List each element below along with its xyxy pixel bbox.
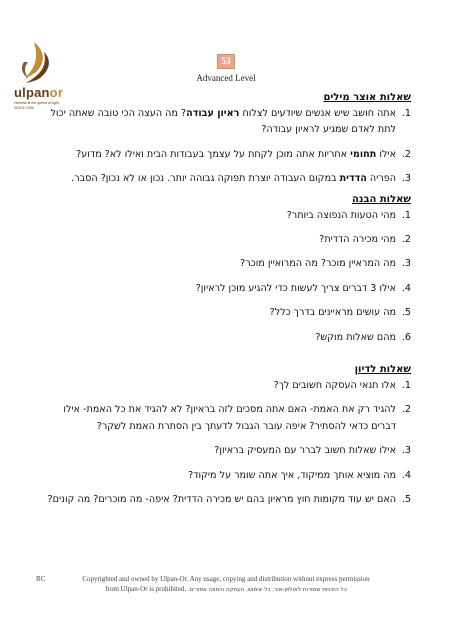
- question-text: מהם שאלות מוקש?: [315, 331, 396, 343]
- question-item: 2. להגיד רק את האמת- האם אתה מסכים לזה בראיון? לא להגיד את כל האמת- אילו דברים כדאי להסתיר? איפה עובר הגבול לדעתך בין הסתרת האמת לשקר?: [46, 402, 411, 435]
- question-text: להגיד רק את האמת- האם אתה מסכים לזה בראיון? לא להגיד את כל האמת- אילו דברים כדאי להסתיר? איפה עובר הגבול לדעתך בין הסתרת האמת לשקר?: [63, 404, 396, 432]
- question-text: אילו 3 דברים צריך לעשות כדי להגיע מוכן לראיון?: [195, 282, 396, 294]
- question-item: 6. מהם שאלות מוקש?: [46, 330, 411, 346]
- vocabulary-questions-section: [46, 90, 411, 188]
- question-item: 4. מה מוציא אותך ממיקוד, איך אתה שומר על מיקוד?: [46, 468, 411, 484]
- question-item: 1. מהי הטעות הנפוצה ביותר?: [46, 208, 411, 224]
- footer-rc-mark: RC: [36, 575, 46, 583]
- question-text: מה מוציא אותך ממיקוד, איך אתה שומר על מיקוד?: [188, 469, 396, 481]
- section-title: שאלות הבנה: [351, 193, 411, 205]
- worksheet-content: [46, 90, 411, 513]
- section-title: שאלות אוצר מילים: [323, 92, 411, 103]
- question-item: 5. האם יש עוד מקומות חוץ מראיון בהם יש מכירה הדדית? איפה- מה מוכרים? מה קונים?: [46, 492, 411, 508]
- question-item: 3. הפריה הדדית במקום העבודה יוצרת תפוקה גבוהה יותר. נכון או לא נכון? הסבר.: [46, 171, 411, 187]
- question-item: 5. מה עושים מראיינים בדרך כלל?: [46, 305, 411, 321]
- question-text: מה עושים מראיינים בדרך כלל?: [269, 307, 396, 319]
- discussion-questions-section: [46, 362, 411, 508]
- question-text: אלו תנאי העסקה חשובים לך?: [273, 380, 396, 392]
- level-label: Advanced Level: [196, 73, 256, 83]
- logo-wordmark: ulpanor: [14, 85, 64, 100]
- question-text: אילו שאלות חשוב לברר עם המעסיק בראיון?: [214, 445, 396, 457]
- question-text: האם יש עוד מקומות חוץ מראיון בהם יש מכירה הדדית? איפה- מה מוכרים? מה קונים?: [47, 494, 396, 506]
- question-item: 3. מה המראיין מוכר? מה המרואיין מוכר?: [46, 256, 411, 272]
- question-text: מהי הטעות הנפוצה ביותר?: [286, 209, 396, 221]
- question-item: 2. מהי מכירה הדדית?: [46, 232, 411, 248]
- section-title: שאלות לדיון: [354, 364, 411, 376]
- footer-line-1: Copyrighted and owned by Ulpan-Or. Any usage, copying and distribution without express permission: [82, 575, 370, 583]
- footer-line-2: from Ulpan-Or is prohibited. כל הזכויות שמורות לאולפן-אור. כל שימוש, העתקה והפצה אסורים.: [105, 585, 347, 593]
- question-text: מהי מכירה הדדית?: [319, 234, 396, 246]
- question-text: הפריה הדדית במקום העבודה יוצרת תפוקה גבוהה יותר. נכון או לא נכון? הסבר.: [71, 173, 396, 185]
- question-item: 3. אילו שאלות חשוב לברר עם המעסיק בראיון?: [46, 443, 411, 459]
- question-item: 2. אילו תחומי אחריות אתה מוכן לקחת על עצמך בעבודות הבית ואילו לא? מדוע?: [46, 147, 411, 163]
- question-text: אילו תחומי אחריות אתה מוכן לקחת על עצמך בעבודות הבית ואילו לא? מדוע?: [76, 148, 396, 160]
- question-item: 1. אלו תנאי העסקה חשובים לך?: [46, 378, 411, 394]
- page-number-badge: 53: [217, 54, 235, 69]
- logo-tagline: Hebrew at the speed of light SINCE 1995: [14, 101, 59, 110]
- copyright-footer: [0, 574, 452, 595]
- question-text: אתה חושב שיש אנשים שיודעים לצלוח ראיון עבודה? מה העצה הכי טובה שאתה יכול לתת לאדם שמגיע לראיון עבודה?: [50, 108, 396, 136]
- comprehension-questions-section: [46, 192, 411, 346]
- question-item: 4. אילו 3 דברים צריך לעשות כדי להגיע מוכן לראיון?: [46, 281, 411, 297]
- question-text: מה המראיין מוכר? מה המרואיין מוכר?: [240, 258, 396, 270]
- question-item: 1. אתה חושב שיש אנשים שיודעים לצלוח ראיון עבודה? מה העצה הכי טובה שאתה יכול לתת לאדם שמגיע לראיון עבודה?: [46, 106, 411, 139]
